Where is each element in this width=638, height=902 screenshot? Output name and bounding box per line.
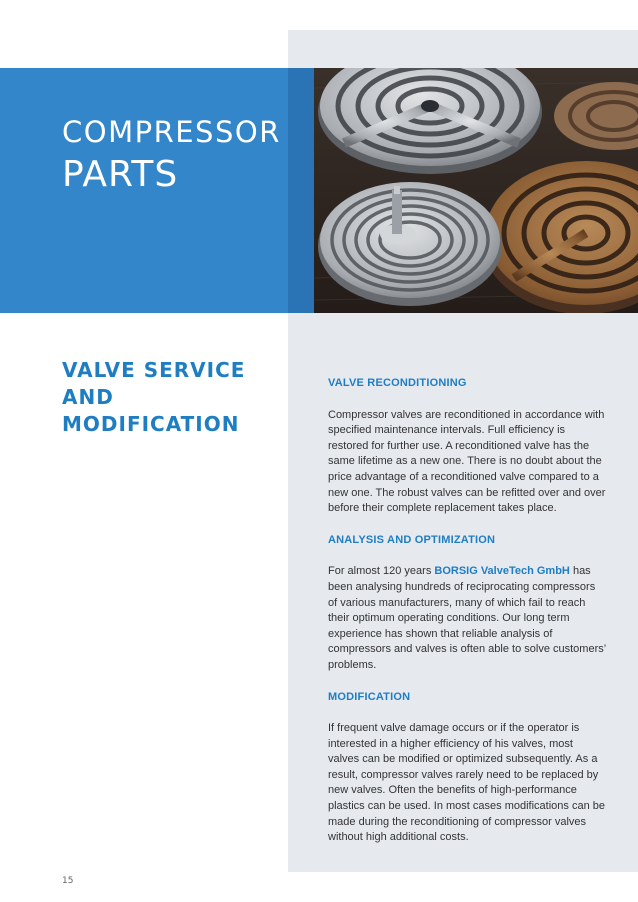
- paragraph-analysis-optimization: [328, 564, 606, 673]
- subheading-valve-reconditioning: VALVE RECONDITIONING: [328, 377, 467, 389]
- hero-accent-stripe: [288, 68, 314, 313]
- hero-title: [62, 112, 281, 198]
- paragraph-analysis-text-before: For almost 120 years: [328, 565, 435, 578]
- page-number: 15: [62, 876, 74, 886]
- section-heading: [62, 357, 272, 438]
- content-column: [328, 376, 606, 862]
- paragraph-modification: If frequent valve damage occurs or if the operator is interested in a higher efficiency of his valves, most valves can be modified or optimized subsequently. As a result, compressor valves rarely need to be replaced by new valves. Often the benefits of high-performance plastics can be used. In most cases modifications can be made during the reconditioning of compressor valves without high additional costs.: [328, 722, 605, 844]
- section-heading-line1: VALVE SERVICE: [62, 358, 246, 382]
- paragraph-analysis-text-after: has been analysing hundreds of reciprocating compressors of various manufacturers, many of which fail to reach their optimum operating conditions. Our long term experience has shown that reliable analysis of compressors and valves is often able to solve customers’ problems.: [328, 565, 606, 671]
- compressor-valve-photo: [314, 68, 638, 313]
- brand-name: BORSIG ValveTech GmbH: [434, 565, 570, 578]
- paragraph-valve-reconditioning: Compressor valves are reconditioned in accordance with specified maintenance intervals. Full efficiency is restored for further use. A reconditioned valve has the same lifetime as a new one. There is no doubt about the price advantage of a reconditioned valve compared to a new one. The robust valves can be refitted over and over before their complete replacement takes place.: [328, 408, 606, 515]
- section-heading-line2: AND: [62, 385, 114, 409]
- section-heading-line3: MODIFICATION: [62, 412, 240, 436]
- hero-title-line2: PARTS: [62, 154, 179, 195]
- subheading-modification: MODIFICATION: [328, 690, 411, 703]
- subheading-analysis-optimization: ANALYSIS AND OPTIMIZATION: [328, 533, 496, 546]
- hero-title-line1: COMPRESSOR: [62, 115, 281, 149]
